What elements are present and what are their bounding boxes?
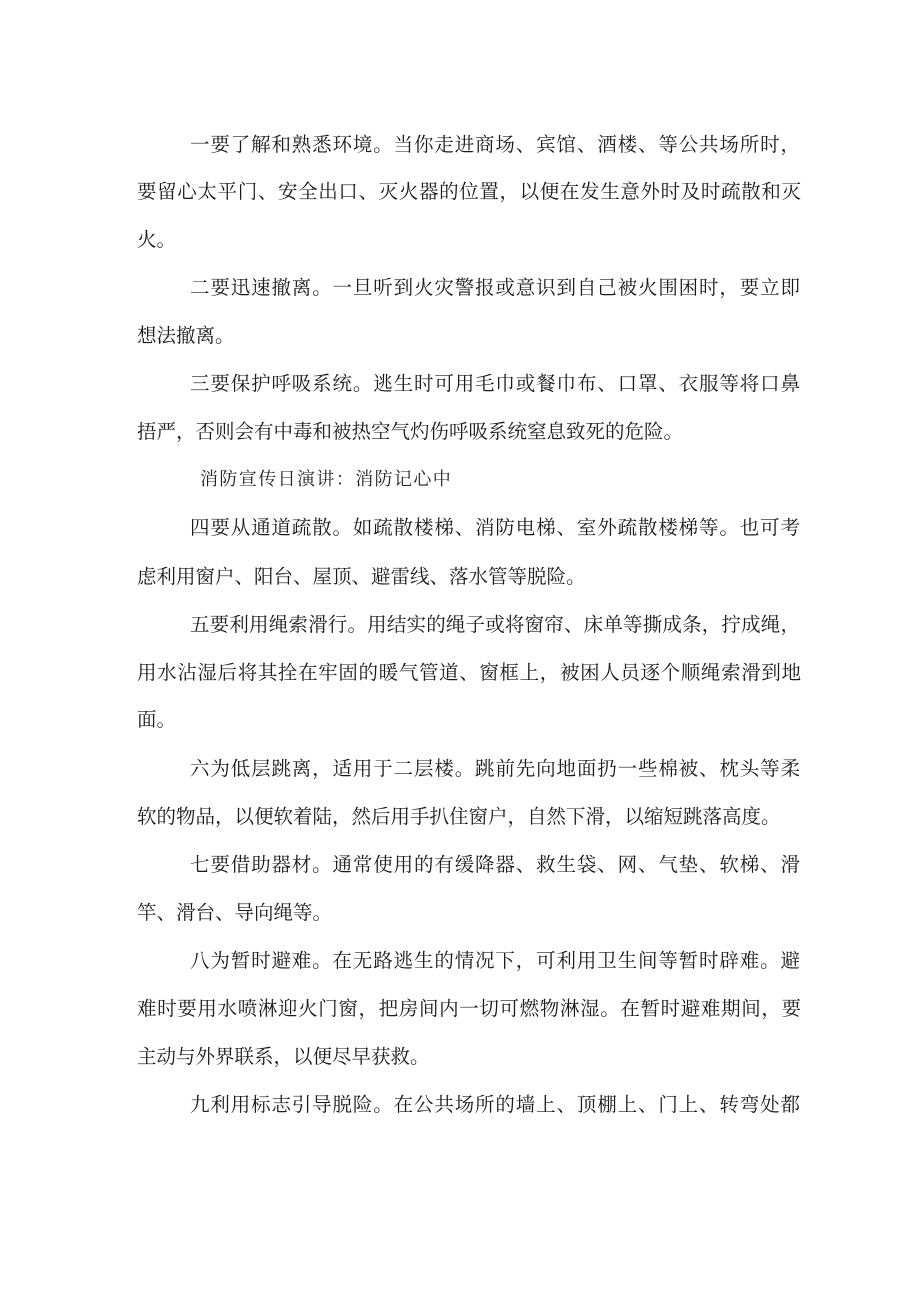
paragraph-line: 七要借助器材。通常使用的有缓降器、救生袋、网、气垫、软梯、滑 (190, 853, 800, 876)
paragraph-line: 四要从通道疏散。如疏散楼梯、消防电梯、室外疏散楼梯等。也可考 (190, 516, 800, 539)
inline-heading: 消防宣传日演讲：消防记心中 (200, 469, 453, 490)
paragraph-line: 用水沾湿后将其拴在牢固的暖气管道、窗框上，被困人员逐个顺绳索滑到地 (137, 661, 801, 684)
paragraph-line: 九利用标志引导脱险。在公共场所的墙上、顶棚上、门上、转弯处都 (190, 1093, 800, 1116)
paragraph-line: 一要了解和熟悉环境。当你走进商场、宾馆、酒楼、等公共场所时， (190, 133, 800, 156)
paragraph-line: 虑利用窗户、阳台、屋顶、避雷线、落水管等脱险。 (137, 565, 586, 588)
paragraph-line: 二要迅速撤离。一旦听到火灾警报或意识到自己被火围困时，要立即 (190, 276, 800, 299)
paragraph-line: 捂严，否则会有中毒和被热空气灼伤呼吸系统窒息致死的危险。 (137, 420, 684, 443)
paragraph-line: 六为低层跳离，适用于二层楼。跳前先向地面扔一些棉被、枕头等柔 (190, 757, 800, 780)
paragraph-line: 竿、滑台、导向绳等。 (137, 901, 333, 924)
paragraph-line: 八为暂时避难。在无路逃生的情况下，可利用卫生间等暂时辟难。避 (190, 949, 800, 972)
paragraph-line: 五要利用绳索滑行。用结实的绳子或将窗帘、床单等撕成条，拧成绳， (190, 613, 800, 636)
paragraph-line: 要留心太平门、安全出口、灭火器的位置，以便在发生意外时及时疏散和灭 (137, 180, 801, 203)
paragraph-line: 三要保护呼吸系统。逃生时可用毛巾或餐巾布、口罩、衣服等将口鼻 (190, 372, 800, 395)
paragraph-line: 主动与外界联系，以便尽早获救。 (137, 1045, 430, 1068)
paragraph-line: 面。 (137, 708, 177, 731)
paragraph-line: 难时要用水喷淋迎火门窗，把房间内一切可燃物淋湿。在暂时避难期间，要 (137, 997, 801, 1020)
paragraph-line: 软的物品，以便软着陆，然后用手扒住窗户，自然下滑，以缩短跳落高度。 (137, 805, 781, 828)
paragraph-line: 火。 (137, 228, 177, 251)
paragraph-line: 想法撤离。 (137, 324, 235, 347)
